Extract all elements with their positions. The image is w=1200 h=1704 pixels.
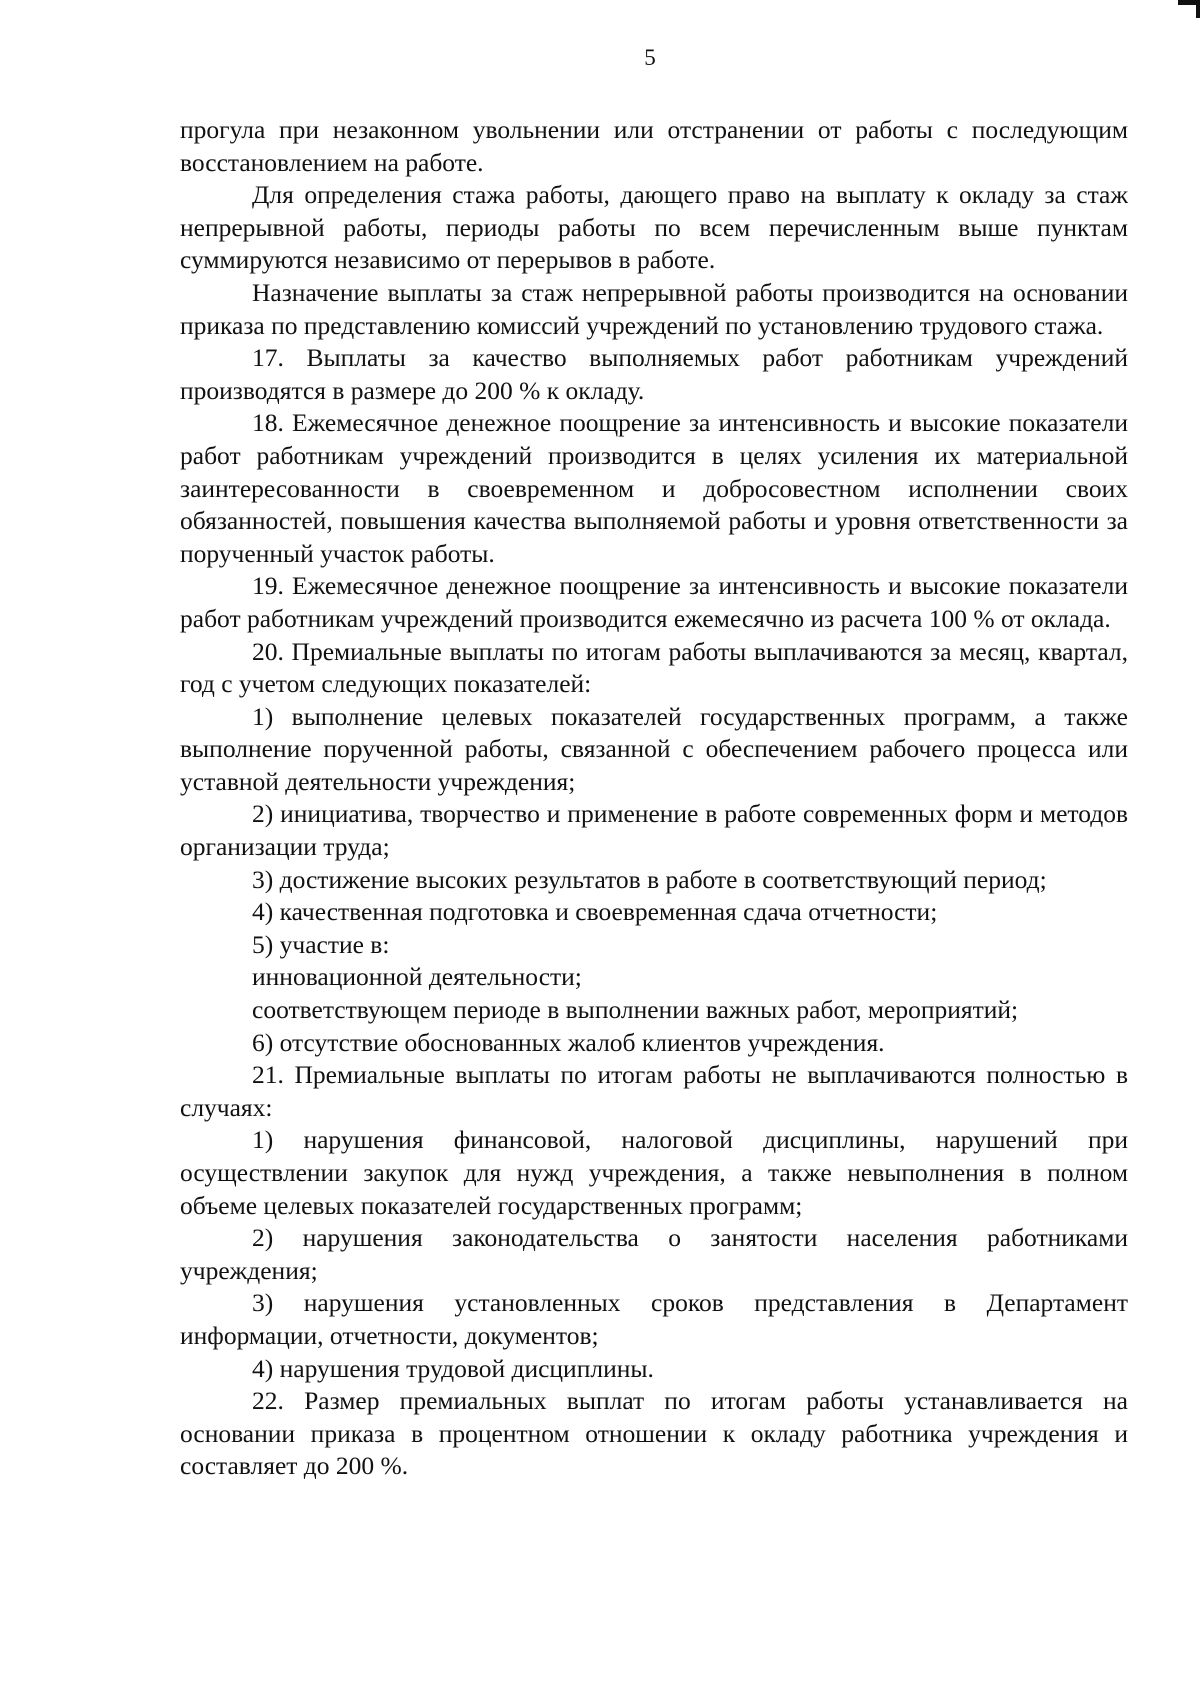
list-item: 1) нарушения финансовой, налоговой дисциплины, нарушений при осуществлении закупок для нужд учреждения, а также невыполнения в полном объеме целевых показателей государственных программ; <box>180 1125 1128 1220</box>
list-item: 6) отсутствие обоснованных жалоб клиентов учреждения. <box>252 1027 885 1057</box>
paragraph: Для определения стажа работы, дающего право на выплату к окладу за стаж непрерывной работы, периоды работы по всем перечисленным выше пунктам суммируются независимо от перерывов в работе. <box>180 180 1128 275</box>
paragraph-item-22: 22. Размер премиальных выплат по итогам работы устанавливается на основании приказа в процентном отношении к окладу работника учреждения и составляет до 200 %. <box>180 1386 1128 1481</box>
list-item: 4) нарушения трудовой дисциплины. <box>252 1353 654 1383</box>
page-number: 5 <box>644 45 656 70</box>
list-item: 1) выполнение целевых показателей государственных программ, а также выполнение порученной работы, связанной с обеспечением рабочего процесса или уставной деятельности учреждения; <box>180 701 1128 796</box>
list-item: 2) инициатива, творчество и применение в работе современных форм и методов организации труда; <box>180 799 1128 862</box>
paragraph-item-19: 19. Ежемесячное денежное поощрение за интенсивность и высокие показатели работ работникам учреждений производится ежемесячно из расчета 100 % от оклада. <box>180 571 1128 633</box>
list-item: 3) нарушения установленных сроков представления в Департамент информации, отчетности, документов; <box>180 1288 1128 1350</box>
paragraph-item-18: 18. Ежемесячное денежное поощрение за интенсивность и высокие показатели работ работникам учреждений производится в целях усиления их материальной заинтересованности в своевременном и добросовестном исполнении своих обязанностей, повышения качества выполняемой работы и уровня ответственности за порученный участок работы. <box>180 408 1128 568</box>
list-item: 2) нарушения законодательства о занятости населения работниками учреждения; <box>180 1223 1128 1285</box>
list-subitem: инновационной деятельности; <box>252 962 582 992</box>
scan-edge-mark-vertical <box>1196 0 1200 18</box>
paragraph-item-20: 20. Премиальные выплаты по итогам работы выплачиваются за месяц, квартал, год с учетом следующих показателей: <box>180 636 1128 699</box>
document-body <box>180 114 1128 1483</box>
paragraph-item-21: 21. Премиальные выплаты по итогам работы не выплачиваются полностью в случаях: <box>180 1060 1128 1122</box>
list-item: 3) достижение высоких результатов в работе в соответствующий период; <box>252 864 1047 894</box>
paragraph-item-17: 17. Выплаты за качество выполняемых работ работникам учреждений производятся в размере до 200 % к окладу. <box>180 343 1128 405</box>
list-subitem: соответствующем периоде в выполнении важных работ, мероприятий; <box>252 995 1019 1025</box>
paragraph: Назначение выплаты за стаж непрерывной работы производится на основании приказа по представлению комиссий учреждений по установлению трудового стажа. <box>180 277 1128 340</box>
list-item: 5) участие в: <box>252 929 390 959</box>
paragraph-continuation: прогула при незаконном увольнении или отстранении от работы с последующим восстановлением на работе. <box>180 115 1128 177</box>
list-item: 4) качественная подготовка и своевременная сдача отчетности; <box>252 897 938 927</box>
